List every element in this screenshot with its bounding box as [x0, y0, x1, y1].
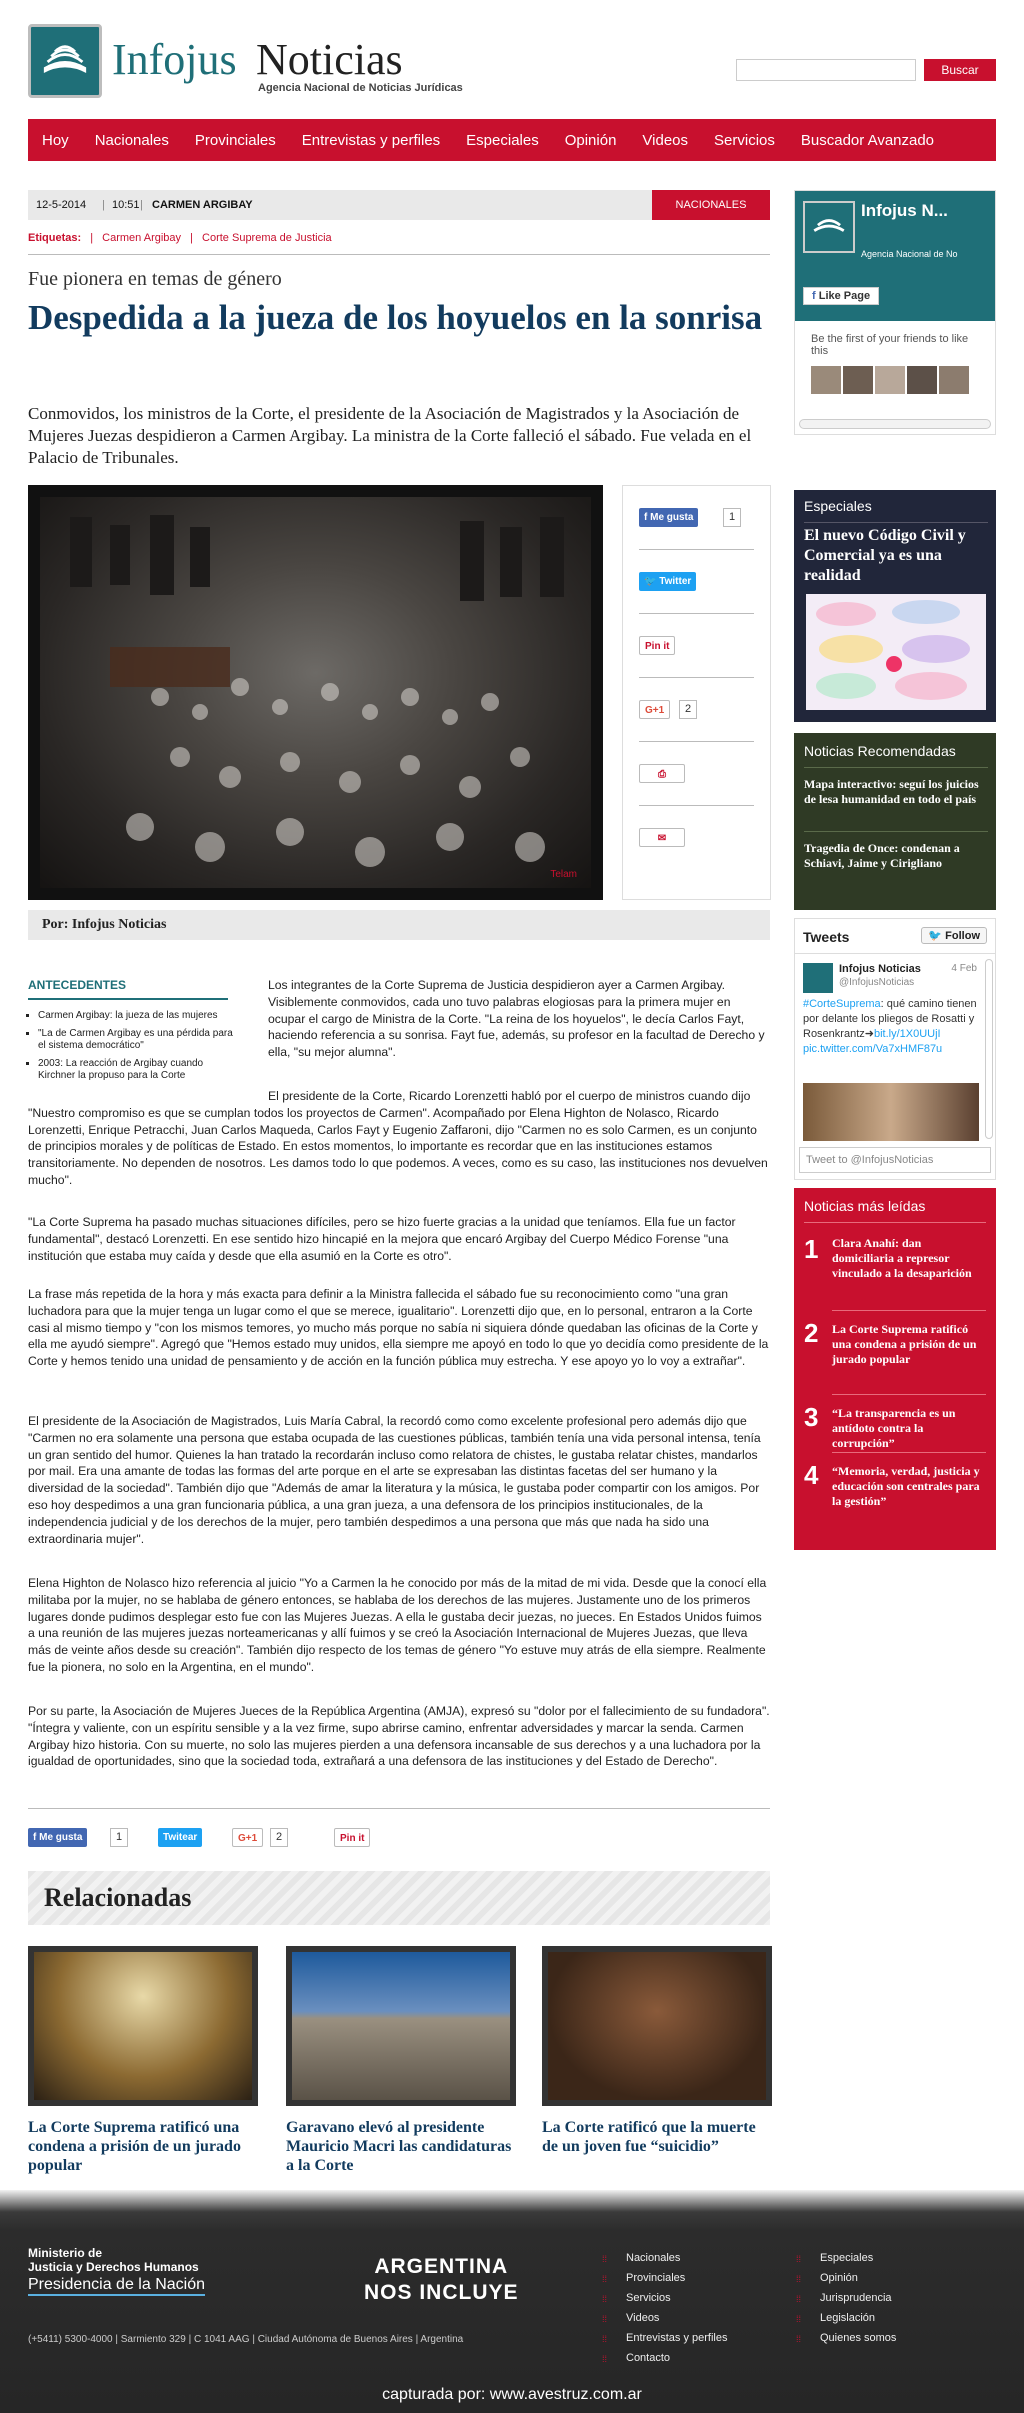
gplus-count-bottom: 2	[270, 1828, 288, 1847]
rank-number: 4	[804, 1460, 819, 1490]
mas-leidas-title: Noticias más leídas	[804, 1198, 926, 1214]
recomendadas-widget	[794, 733, 996, 910]
antecedentes-title: ANTECEDENTES	[28, 978, 127, 992]
mas-leida-link[interactable]: La Corte Suprema ratificó una condena a prisión de un jurado popular	[832, 1322, 977, 1366]
horizontal-scrollbar[interactable]	[799, 419, 991, 429]
nav-item-entrevistas[interactable]: Entrevistas y perfiles	[301, 131, 441, 149]
article-summary: Conmovidos, los ministros de la Corte, el presidente de la Asociación de Magistrados y la Asociación de Mujeres Juezas despidieron a Carmen Argibay. La ministra de la Corte falleció el sábado. Fue velada en el Palacio de Tribunales.	[28, 404, 752, 467]
codigo-civil-illustration	[806, 594, 986, 710]
follow-button[interactable]: 🐦 Follow	[921, 927, 987, 944]
facebook-page-sub: Agencia Nacional de No	[861, 249, 958, 259]
facebook-cover	[795, 191, 995, 321]
mas-leida-link[interactable]: Clara Anahí: dan domiciliaria a represor vinculado a la desaparición	[832, 1236, 972, 1280]
pinterest-button[interactable]: Pin it	[639, 636, 675, 655]
twitter-share-button-bottom[interactable]: Twitear	[158, 1828, 202, 1847]
share-panel	[622, 485, 771, 900]
tweet-handle: @InfojusNoticias	[839, 977, 915, 988]
divider	[28, 1808, 770, 1809]
footer-link[interactable]: Quienes somos	[820, 2332, 897, 2344]
twitter-widget	[794, 918, 996, 1180]
book-logo-icon	[805, 203, 853, 251]
article-paragraph: La frase más repetida de la hora y más exacta para definir a la Ministra fallecida el sábado fue su reconocimiento como "una gran luchadora para que la mujer tenga un lugar como el que se merece, igualitario". Lorenzetti dijo que, en lo personal, entraron a la Corte casi al mismo tiempo y "con los mismos temores, yo mucho más porque no sabía ni siquiera dónde quedaban las oficinas de la Corte y ella me ayudó siempre". Agregó que "Hemos estado muy unidos, ella siempre me apoyó en todo lo que yo decidía como presidente de la Corte y hemos tenido una unidad de pensamiento y de acción en la función pública muy estrecha. Y ese apoyo yo lo voy a extrañar".	[28, 1287, 769, 1369]
article-paragraph: Por su parte, la Asociación de Mujeres Jueces de la República Argentina (AMJA), expresó su "dolor por el fallecimiento de su fundadora". "Íntegra y valiente, con un espíritu sensible y a la vez firme, supo abrirse camino, enfrentar adversidades y marcar la senda. Carmen Argibay hizo historia. Con su muerte, no solo las mujeres pierden a una defensora incansable de sus derechos y a una luchadora por la igualdad de oportunidades, sino que la sociedad toda, extrañará a una defensora de las instituciones y del Estado de Derecho".	[28, 1704, 770, 1769]
infojus-logo[interactable]	[28, 24, 102, 98]
rank-number: 2	[804, 1318, 819, 1348]
print-icon[interactable]: ⎙	[639, 764, 685, 783]
facebook-icon: f	[33, 1832, 40, 1843]
nav-item-nacionales[interactable]: Nacionales	[94, 131, 169, 149]
twitter-bird-icon: 🐦	[644, 576, 660, 587]
tags-label: Etiquetas:	[28, 232, 82, 244]
relacionadas-title: Relacionadas	[28, 1871, 770, 1925]
footer-link[interactable]: Nacionales	[626, 2252, 681, 2264]
article-date: 12-5-2014	[36, 199, 87, 211]
footer-link[interactable]: Contacto	[626, 2352, 671, 2364]
related-title[interactable]: La Corte Suprema ratificó una condena a prisión de un jurado popular	[28, 2119, 241, 2174]
especiales-widget	[794, 490, 996, 722]
tweet-link[interactable]: bit.ly/1X0UUjI	[873, 1028, 941, 1040]
tweet-image[interactable]	[803, 1083, 979, 1141]
divider	[795, 953, 995, 954]
article-paragraph: "La Corte Suprema ha pasado muchas situaciones difíciles, pero se hizo fuerte gracias a la unidad que teníamos. Ella fue un factor fundamental", destacó Lorenzetti. En ese sentido hizo hincapié en la mejora que encaró Argibay del Cuerpo Médico Forense "una institución que estaba muy caída y desde que ella asumió en la Corte es otro".	[28, 1215, 736, 1263]
main-nav	[28, 119, 996, 161]
vertical-scrollbar[interactable]	[985, 959, 993, 1139]
share-row-gplus	[639, 678, 754, 742]
page-avatar	[803, 201, 855, 253]
antecedente-link[interactable]: ▪ Carmen Argibay: la jueza de las mujeres	[38, 1010, 234, 1022]
footer-link[interactable]: Videos	[626, 2312, 660, 2324]
article-paragraph: Elena Highton de Nolasco hizo referencia al juicio "Yo a Carmen la he conocido por más de la mitad de mi vida. Desde que la conocí ella militaba por la mujer, no se hablaba de género entonces, se hablaba de los derechos de las mujeres. Justamente uno de los primeros lugares donde pudimos desplegar esto fue con las Mujeres Juezas. A ella le gustaba decir juezas, no jueces. En Estados Unidos fuimos a una reunión de las mujeres juezas norteamericanas y allí fuimos y se creó la Asociación Internacional de Mujeres Juezas, que lleva más de veinte años desde su creación". También dijo respecto de los temas de género "Yo estuve muy atrás de ella siempre. Realmente fue la pionera, no solo en la Argentina, en el mundo".	[28, 1576, 767, 1674]
article-time: 10:51	[112, 199, 140, 211]
argentina-nos-incluye-logo: ARGENTINA NOS INCLUYE	[364, 2255, 519, 2304]
tweet-date: 4 Feb	[951, 963, 977, 974]
twitter-share-button[interactable]: 🐦 Twitter	[639, 572, 696, 591]
facebook-page-name[interactable]: Infojus N...	[861, 201, 948, 220]
article-paragraph: Los integrantes de la Corte Suprema de Justicia despidieron ayer a Carmen Argibay. Visiblemente conmovidos, cada uno tuvo palabras elogiosas para la primera mujer en ocupar el cargo de Ministra de la Corte. "La reina de los hoyuelos", le decía Carlos Fayt, haciendo referencia a su sonrisa. Fayt fue, además, su profesor en la facultad de Derecho y ella, "su mejor alumna".	[268, 978, 765, 1060]
article-paragraph: El presidente de la Asociación de Magistrados, Luis María Cabral, la recordó como como excelente profesional pero además dijo que "Carmen no era solamente una persona que estaba ocupada de las cuestiones públicas, también tenía una vida personal intensa, tenía un gran sentido del humor. Quienes la han tratado la recordarán incluso como relatora de chistes, le gustaba relatar chistes, mandarlos por mail. Era una amante de todas las formas del arte porque en el arte se expresaban las distintas facetas del ser humano y la diversidad de la sociedad". También dijo que "Además de amar la literatura y la música, le gustaba poder compartir con los amigos. Por eso hoy despedimos a una gran funcionaria pública, a una gran jueza, a una defensora de los principios institucionales, de la independencia judicial y de los derechos de la mujer, pero también despedimos a una persona que más que nada ha sido una extraordinaria mujer".	[28, 1414, 761, 1546]
tag-link[interactable]: Corte Suprema de Justicia	[202, 232, 332, 244]
avatar[interactable]	[803, 963, 833, 993]
related-image[interactable]	[28, 1946, 258, 2106]
antecedente-link[interactable]: ▪ 2003: La reacción de Argibay cuando Kirchner la propuso para la Corte	[38, 1058, 234, 1082]
antecedentes-list	[38, 1010, 234, 1088]
brand-name-noticias[interactable]: Noticias	[256, 35, 403, 84]
article-author[interactable]: CARMEN ARGIBAY	[152, 199, 253, 211]
nav-item-servicios[interactable]: Servicios	[714, 131, 775, 149]
tag-link[interactable]: Carmen Argibay	[102, 232, 182, 244]
tweet-text: #CorteSuprema: qué camino tienen por delante los pliegos de Rosatti y Rosenkrantz➜bit.ly/1X0UUjI pic.twitter.com/Va7xHMF87u	[803, 997, 979, 1057]
recomendadas-title: Noticias Recomendadas	[804, 743, 956, 759]
twitter-bird-icon: 🐦	[928, 930, 946, 942]
pinterest-button-bottom[interactable]: Pin it	[334, 1828, 370, 1847]
related-title[interactable]: La Corte ratificó que la muerte de un joven fue “suicidio”	[542, 2119, 756, 2155]
especiales-title: Especiales	[804, 498, 872, 514]
nav-item-buscador[interactable]: Buscador Avanzado	[800, 131, 935, 149]
facebook-page-widget	[794, 190, 996, 435]
nav-item-especiales[interactable]: Especiales	[466, 131, 539, 149]
rank-number: 1	[804, 1234, 819, 1264]
related-image[interactable]	[542, 1946, 772, 2106]
footer-address: (+5411) 5300-4000 | Sarmiento 329 | C 1041 AAG | Ciudad Autónoma de Buenos Aires | Argentina	[28, 2334, 464, 2345]
section-badge[interactable]: NACIONALES	[652, 190, 770, 220]
share-row-facebook	[639, 486, 754, 550]
especiales-image[interactable]	[806, 594, 986, 710]
tweets-title: Tweets	[803, 929, 850, 945]
funeral-photo	[40, 497, 591, 888]
facebook-like-button-bottom[interactable]: f Me gusta	[28, 1828, 87, 1847]
footer-link[interactable]: Servicios	[626, 2292, 671, 2304]
tweet-link[interactable]: pic.twitter.com/Va7xHMF87u	[803, 1043, 943, 1055]
gplus-count: 2	[679, 700, 697, 719]
book-logo-icon	[31, 27, 99, 95]
nav-item-hoy[interactable]: Hoy	[42, 131, 69, 149]
search-button[interactable]: Buscar	[924, 59, 996, 81]
nav-item-opinion[interactable]: Opinión	[564, 131, 617, 149]
divider	[804, 831, 988, 832]
tweet-compose-input[interactable]: Tweet to @InfojusNoticias	[799, 1147, 991, 1173]
capture-watermark: capturada por: www.avestruz.com.ar	[382, 2386, 642, 2403]
share-row-print	[639, 742, 754, 806]
divider	[804, 767, 988, 768]
footer-link[interactable]: Provinciales	[626, 2272, 686, 2284]
divider	[832, 1310, 986, 1311]
article-kicker: Fue pionera en temas de género	[28, 268, 282, 290]
bottom-share-bar	[28, 1826, 770, 1856]
email-icon[interactable]: ✉	[639, 828, 685, 847]
brand-tagline: Agencia Nacional de Noticias Jurídicas	[258, 82, 463, 94]
share-row-twitter	[639, 550, 754, 614]
gplus-button-bottom[interactable]: G+1	[232, 1828, 263, 1847]
facebook-friends-text: Be the first of your friends to like this	[811, 333, 969, 357]
divider	[28, 998, 228, 1000]
facebook-icon: f	[644, 512, 651, 523]
like-count-bottom: 1	[110, 1828, 128, 1847]
ministry-logo[interactable]: Ministerio de Justicia y Derechos Humanos Presidencia de la Nación	[28, 2246, 205, 2296]
recomendada-link[interactable]: Tragedia de Once: condenan a Schiavi, Jaime y Cirigliano	[804, 841, 960, 870]
footer-link[interactable]: Opinión	[820, 2272, 858, 2284]
tags-row: Etiquetas: | Carmen Argibay | Corte Suprema de Justicia	[28, 232, 332, 244]
article-meta-bar: 12-5-2014 | 10:51 | CARMEN ARGIBAY	[28, 190, 770, 220]
divider	[832, 1394, 986, 1395]
footer-link[interactable]: Jurisprudencia	[820, 2292, 892, 2304]
divider	[804, 522, 988, 523]
tweet-hashtag[interactable]: #CorteSuprema	[803, 998, 881, 1010]
like-page-button[interactable]: f Like Page	[803, 287, 879, 305]
site-footer: Ministerio de Justicia y Derechos Humanos Presidencia de la Nación ARGENTINA NOS INCLUYE (+5411) 5300-4000 | Sarmiento 329 | C 1041 AAG | Ciudad Autónoma de Buenos Aires | Argentina ⁞⁞ Nacionales ⁞⁞ Provinciales ⁞⁞ Servicios ⁞⁞ Videos ⁞⁞ Entrevistas y perfiles ⁞⁞ Contacto ⁞⁞ Especiales ⁞⁞ Opinión ⁞⁞ Jurisprudencia ⁞⁞ Legislación ⁞⁞ Quienes somos	[0, 2190, 1024, 2413]
article-headline: Despedida a la jueza de los hoyuelos en la sonrisa	[28, 298, 763, 337]
divider	[832, 1452, 986, 1453]
facebook-like-button[interactable]: f Me gusta	[639, 508, 698, 527]
footer-link[interactable]: Entrevistas y perfiles	[626, 2332, 728, 2344]
crowd-illustration	[40, 497, 591, 888]
article-byline: Por: Infojus Noticias	[28, 910, 770, 940]
mas-leidas-widget	[794, 1188, 996, 1550]
related-title[interactable]: Garavano elevó al presidente Mauricio Macri las candidaturas a la Corte	[286, 2119, 512, 2174]
search-input[interactable]	[736, 59, 916, 81]
divider	[28, 254, 770, 255]
gplus-button[interactable]: G+1	[639, 700, 670, 719]
tweet-user[interactable]: Infojus Noticias	[839, 963, 921, 975]
related-image[interactable]	[286, 1946, 516, 2106]
nav-item-videos[interactable]: Videos	[642, 131, 689, 149]
friend-avatars	[811, 366, 969, 394]
antecedente-link[interactable]: ▪ "La de Carmen Argibay es una pérdida para el sistema democrático"	[38, 1028, 234, 1052]
divider	[804, 1222, 986, 1223]
like-count: 1	[723, 508, 741, 527]
share-row-pinterest	[639, 614, 754, 678]
brand-name-infojus[interactable]: Infojus	[112, 35, 237, 84]
article-paragraph: El presidente de la Corte, Ricardo Lorenzetti habló por el cuerpo de ministros cuando dijo "Nuestro compromiso es que se cumplan todos los proyectos de Carmen". Acompañado por Elena Highton de Nolasco, Ricardo Lorenzetti, Enrique Petracchi, Juan Carlos Maqueda, Carlos Fayt y Eugenio Zaffaroni, dijo "Carmen no es solo Carmen, es un conjunto de principios morales y de políticas de Estado. En estos momentos, lo importante es recordar que en las instituciones estamos transitoriamente. No dependen de nosotros. Les damos todo lo que podemos. A veces, como es su caso, las instituciones nos devuelven mucho".	[28, 1089, 768, 1187]
footer-link[interactable]: Especiales	[820, 2252, 874, 2264]
facebook-icon: f	[812, 290, 819, 302]
mas-leida-link[interactable]: “Memoria, verdad, justicia y educación son centrales para la gestión”	[832, 1464, 980, 1508]
mas-leida-link[interactable]: “La transparencia es un antídoto contra la corrupción”	[832, 1406, 956, 1450]
article-photo[interactable]	[28, 485, 603, 900]
especiales-headline[interactable]: El nuevo Código Civil y Comercial ya es una realidad	[804, 527, 966, 584]
photo-credit: Telam	[550, 869, 577, 880]
footer-link[interactable]: Legislación	[820, 2312, 876, 2324]
recomendada-link[interactable]: Mapa interactivo: seguí los juicios de lesa humanidad en todo el país	[804, 777, 979, 806]
nav-item-provinciales[interactable]: Provinciales	[194, 131, 276, 149]
rank-number: 3	[804, 1402, 819, 1432]
share-row-email	[639, 806, 754, 870]
